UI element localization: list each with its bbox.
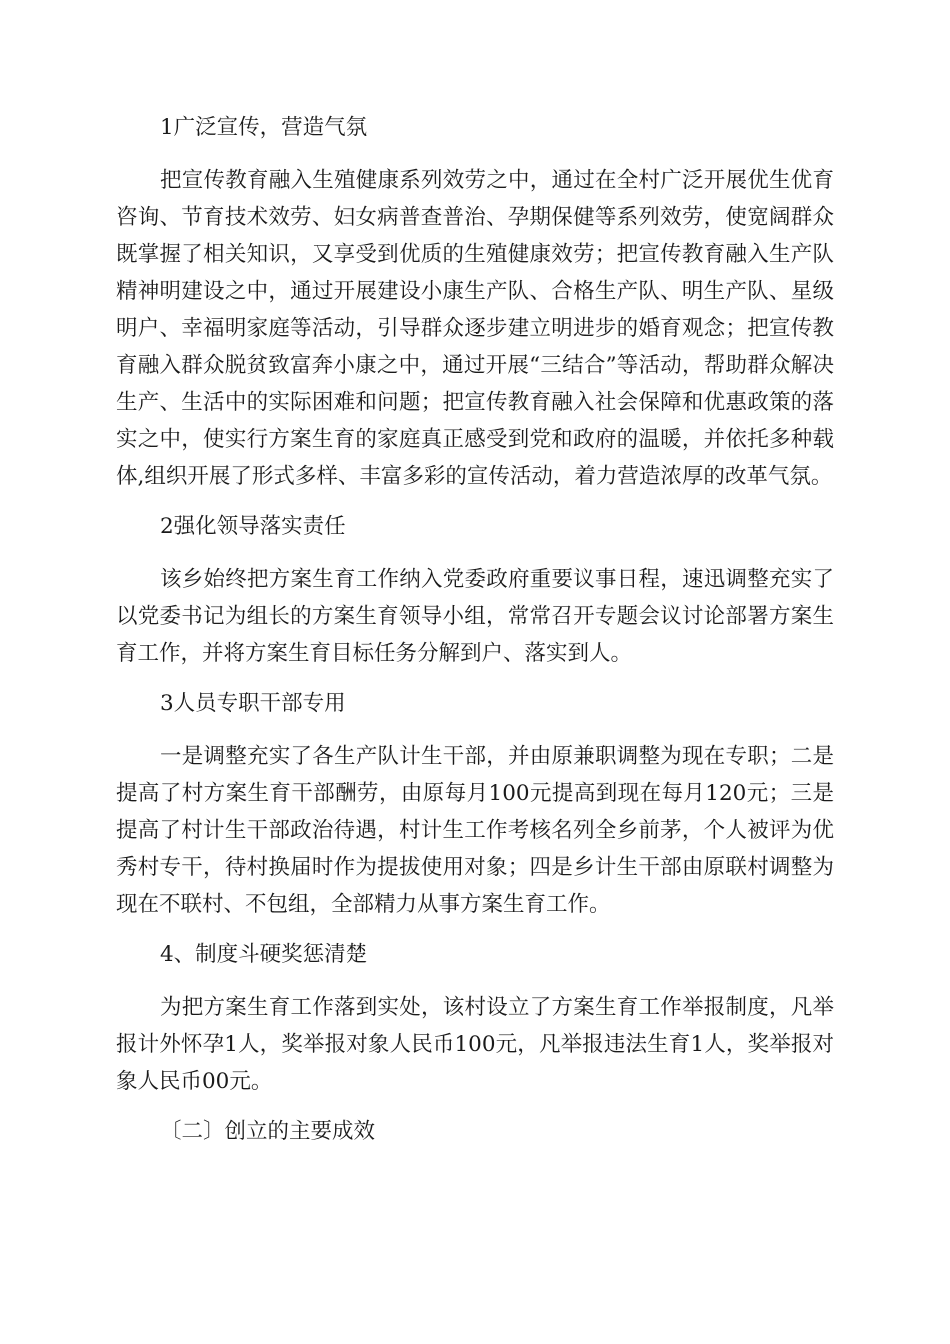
section-paragraph-1: 把宣传教育融入生殖健康系列效劳之中，通过在全村广泛开展优生优育咨询、节育技术效劳、妇女病普查普治、孕期保健等系列效劳，使宽阔群众既掌握了相关知识，又享受到优质的生殖健康效劳；把宣传教育融入生产队精神明建设之中，通过开展建设小康生产队、合格生产队、明生产队、星级明户、幸福明家庭等活动，引导群众逐步建立明进步的婚育观念；把宣传教育融入群众脱贫致富奔小康之中，通过开展“三结合”等活动，帮助群众解决生产、生活中的实际困难和问题；把宣传教育融入社会保障和优惠政策的落实之中，使实行方案生育的家庭真正感受到党和政府的温暖，并依托多种载体,组织开展了形式多样、丰富多彩的宣传活动，着力营造浓厚的改革气氛。 <box>116 168 834 489</box>
section-paragraph-3: 一是调整充实了各生产队计生干部，并由原兼职调整为现在专职；二是提高了村方案生育干部酬劳，由原每月100元提高到现在每月120元；三是提高了村计生干部政治待遇，村计生工作考核名列全乡前茅，个人被评为优秀村专干，待村换届时作为提拔使用对象；四是乡计生干部由原联村调整为现在不联村、不包组，全部精力从事方案生育工作。 <box>116 744 834 917</box>
section-paragraph-4: 为把方案生育工作落到实处，该村设立了方案生育工作举报制度，凡举报计外怀孕1人，奖举报对象人民币100元，凡举报违法生育1人，奖举报对象人民币00元。 <box>116 995 834 1094</box>
section-heading-1: 1广泛宣传，营造气氛 <box>160 115 368 140</box>
section-heading-4: 4、制度斗硬奖惩清楚 <box>160 942 368 967</box>
closing-heading: 〔二〕创立的主要成效 <box>160 1119 376 1144</box>
section-heading-2: 2强化领导落实责任 <box>160 514 346 539</box>
section-paragraph-2: 该乡始终把方案生育工作纳入党委政府重要议事日程，速迅调整充实了以党委书记为组长的方案生育领导小组，常常召开专题会议讨论部署方案生育工作，并将方案生育目标任务分解到户、落实到人。 <box>116 567 834 666</box>
section-heading-3: 3人员专职干部专用 <box>160 691 346 716</box>
document-body <box>116 108 834 1152</box>
